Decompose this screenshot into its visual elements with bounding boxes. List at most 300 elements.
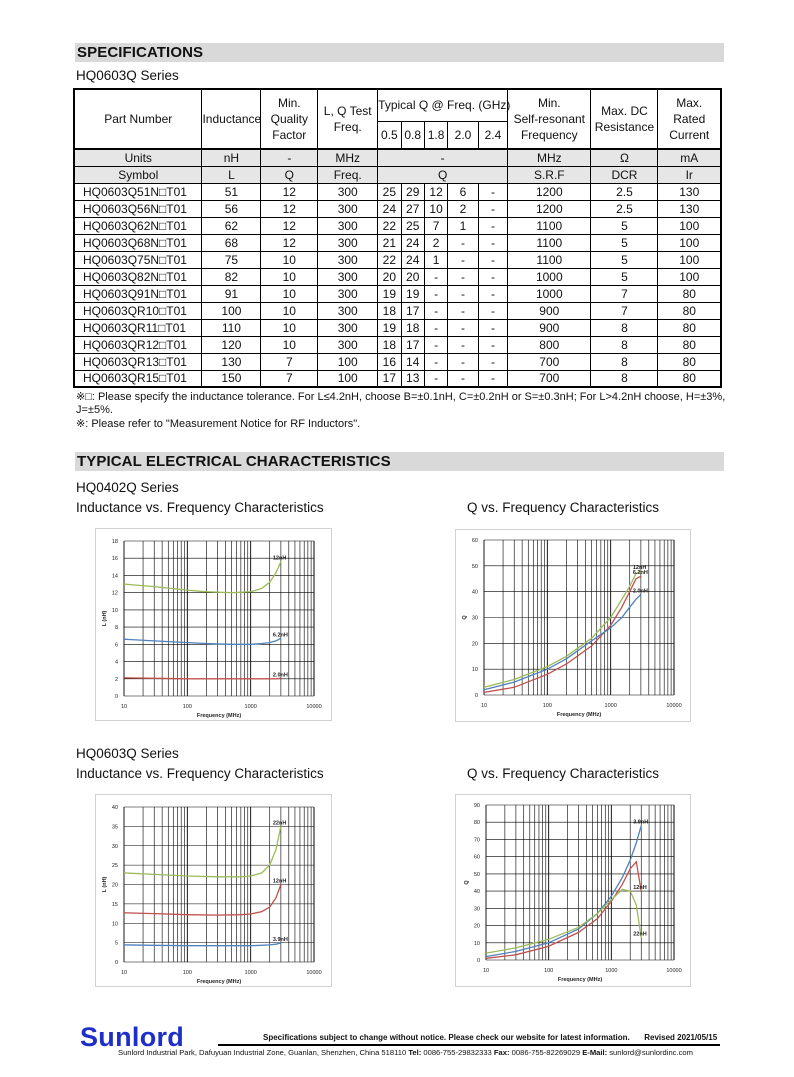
y-tick-label: 35 — [111, 824, 118, 831]
x-tick-label: 10 — [480, 703, 488, 709]
part-number-cell: HQ0603Q62N□T01 — [74, 217, 202, 234]
y-tick-label: 12 — [111, 590, 118, 597]
series-label: 12nH — [632, 565, 647, 571]
typical-header — [75, 452, 724, 471]
table-row — [74, 353, 721, 370]
x-tick-label: 100 — [542, 703, 552, 709]
y-tick-label: 30 — [471, 615, 478, 622]
table-cell: 1200 — [508, 183, 591, 200]
table-cell: 18 — [378, 302, 401, 319]
symbol-cell: Q — [261, 166, 318, 183]
series-line-12nH — [124, 885, 281, 916]
table-cell: - — [478, 217, 507, 234]
x-tick-label: 10000 — [306, 704, 322, 710]
units-cell: Ω — [591, 149, 658, 166]
table-cell: 300 — [318, 251, 378, 268]
y-tick-label: 2 — [114, 676, 118, 683]
table-cell: 100 — [658, 251, 721, 268]
chart-q-0603 — [455, 794, 691, 987]
table-cell: 80 — [658, 302, 721, 319]
y-tick-label: 40 — [111, 805, 118, 811]
table-row — [74, 370, 721, 387]
header-min-quality: Min. Quality Factor — [261, 89, 318, 149]
table-cell: 80 — [658, 353, 721, 370]
table-cell: 300 — [318, 234, 378, 251]
table-row — [74, 234, 721, 251]
header-current: Max. Rated Current — [658, 89, 721, 149]
symbol-cell: Symbol — [74, 166, 202, 183]
part-number-cell: HQ0603Q75N□T01 — [74, 251, 202, 268]
table-row — [74, 217, 721, 234]
series-line-12nH — [124, 562, 281, 593]
footer-notice-text: Specifications subject to change without notice. Please check our website for latest information. — [263, 1033, 630, 1042]
table-cell: 10 — [261, 319, 318, 336]
q-chart-title-0402: Q vs. Frequency Characteristics — [467, 500, 660, 515]
table-cell: 19 — [401, 285, 424, 302]
table-cell: 80 — [658, 336, 721, 353]
table-cell: 8 — [591, 319, 658, 336]
table-cell: 5 — [591, 234, 658, 251]
header-freq: 0.8 — [401, 121, 424, 149]
table-cell: 21 — [378, 234, 401, 251]
x-tick-label: 10000 — [666, 703, 682, 709]
x-axis-label: Frequency (MHz) — [196, 713, 242, 719]
table-cell: 18 — [378, 336, 401, 353]
part-number-cell: HQ0603QR11□T01 — [74, 319, 202, 336]
table-cell: 56 — [202, 200, 261, 217]
y-tick-label: 15 — [111, 901, 118, 908]
table-cell: 12 — [424, 183, 447, 200]
table-cell: - — [478, 285, 507, 302]
table-row — [74, 268, 721, 285]
table-cell: 10 — [261, 336, 318, 353]
x-axis-label: Frequency (MHz) — [556, 712, 602, 718]
table-cell: 10 — [261, 268, 318, 285]
x-tick-label: 1000 — [604, 703, 617, 709]
units-cell: - — [378, 149, 508, 166]
table-cell: 2.5 — [591, 200, 658, 217]
table-cell: 300 — [318, 285, 378, 302]
x-tick-label: 100 — [182, 704, 192, 710]
units-cell: - — [261, 149, 318, 166]
table-cell: 120 — [202, 336, 261, 353]
table-cell: 300 — [318, 302, 378, 319]
symbol-cell: L — [202, 166, 261, 183]
table-cell: - — [424, 370, 447, 387]
table-cell: 100 — [318, 353, 378, 370]
table-cell: 25 — [401, 217, 424, 234]
y-tick-label: 40 — [471, 589, 478, 596]
table-cell: - — [448, 234, 478, 251]
series-line-6.2nH — [124, 638, 281, 644]
y-tick-label: 20 — [111, 882, 118, 889]
symbol-cell: S.R.F — [508, 166, 591, 183]
table-cell: 6 — [448, 183, 478, 200]
part-number-cell: HQ0603QR13□T01 — [74, 353, 202, 370]
chart-ind-0603 — [95, 794, 332, 987]
x-tick-label: 1000 — [244, 970, 257, 976]
spec-series-label: HQ0603Q Series — [76, 68, 179, 83]
header-lq-test: L, Q Test Freq. — [318, 89, 378, 149]
series-line-3.9nH — [124, 943, 281, 946]
table-cell: 17 — [378, 370, 401, 387]
chart-ind-0603-svg — [96, 795, 333, 988]
table-cell: 300 — [318, 200, 378, 217]
specifications-title: SPECIFICATIONS — [77, 44, 204, 61]
table-cell: 10 — [261, 285, 318, 302]
table-cell: 130 — [202, 353, 261, 370]
y-tick-label: 0 — [114, 960, 118, 966]
x-tick-label: 1000 — [244, 704, 257, 710]
y-tick-label: 10 — [471, 667, 478, 674]
header-freq: 2.4 — [478, 121, 507, 149]
y-tick-label: 60 — [471, 538, 478, 544]
footer-notice — [263, 1033, 717, 1042]
table-cell: 2 — [448, 200, 478, 217]
table-cell: 62 — [202, 217, 261, 234]
series-label: 22nH — [272, 820, 287, 827]
table-cell: 68 — [202, 234, 261, 251]
y-tick-label: 6 — [114, 642, 118, 649]
header-inductance: Inductance — [202, 89, 261, 149]
table-cell: 5 — [591, 268, 658, 285]
table-cell: 27 — [401, 200, 424, 217]
part-number-cell: HQ0603Q68N□T01 — [74, 234, 202, 251]
y-tick-label: 50 — [471, 563, 478, 570]
header-freq: 2.0 — [448, 121, 478, 149]
series-label: 12nH — [633, 885, 647, 892]
header-srf: Min. Self-resonant Frequency — [508, 89, 591, 149]
table-cell: 10 — [261, 251, 318, 268]
table-cell: 100 — [318, 370, 378, 387]
y-tick-label: 90 — [473, 803, 480, 809]
table-cell: - — [478, 268, 507, 285]
symbol-cell: Freq. — [318, 166, 378, 183]
table-row — [74, 285, 721, 302]
table-cell: 300 — [318, 336, 378, 353]
y-tick-label: 10 — [111, 921, 118, 928]
y-tick-label: 60 — [473, 854, 480, 861]
table-cell: 22 — [378, 251, 401, 268]
spec-table — [73, 88, 722, 388]
footer-contact — [118, 1048, 693, 1057]
y-tick-label: 20 — [471, 641, 478, 648]
table-cell: 1000 — [508, 285, 591, 302]
series-label: 12nH — [272, 878, 287, 885]
table-cell: 22 — [378, 217, 401, 234]
table-cell: - — [448, 370, 478, 387]
y-tick-label: 70 — [473, 837, 480, 844]
table-cell: 7 — [591, 302, 658, 319]
table-row — [74, 251, 721, 268]
table-cell: 19 — [378, 319, 401, 336]
units-cell: Units — [74, 149, 202, 166]
footer-fax-label: Fax: — [493, 1048, 510, 1057]
table-cell: - — [424, 302, 447, 319]
y-tick-label: 0 — [474, 693, 478, 699]
units-cell: mA — [658, 149, 721, 166]
y-tick-label: 16 — [111, 556, 118, 563]
table-cell: 82 — [202, 268, 261, 285]
table-cell: - — [424, 353, 447, 370]
symbol-cell: DCR — [591, 166, 658, 183]
y-tick-label: 14 — [111, 573, 118, 580]
series-line-6.2nH — [484, 576, 641, 692]
y-axis-label: Q — [464, 880, 470, 885]
ind-chart-title-0402: Inductance vs. Frequency Characteristics — [76, 500, 324, 515]
series-line-12nH — [486, 862, 641, 959]
table-cell: 5 — [591, 217, 658, 234]
x-axis-label: Frequency (MHz) — [557, 977, 603, 983]
series-0603-label: HQ0603Q Series — [76, 746, 179, 761]
part-number-cell: HQ0603Q82N□T01 — [74, 268, 202, 285]
table-cell: 130 — [658, 183, 721, 200]
table-row — [74, 319, 721, 336]
table-cell: 1100 — [508, 234, 591, 251]
table-cell: 12 — [261, 217, 318, 234]
y-tick-label: 10 — [111, 607, 118, 614]
series-line-2.0nH — [484, 594, 641, 690]
table-cell: 2 — [424, 234, 447, 251]
table-cell: 16 — [378, 353, 401, 370]
table-cell: 7 — [591, 285, 658, 302]
series-line-2.0nH — [124, 678, 281, 679]
table-cell: - — [424, 268, 447, 285]
table-cell: - — [478, 302, 507, 319]
part-number-cell: HQ0603QR15□T01 — [74, 370, 202, 387]
table-cell: 1 — [424, 251, 447, 268]
spec-table-body — [74, 183, 721, 387]
x-tick-label: 10000 — [666, 968, 682, 974]
table-cell: - — [424, 319, 447, 336]
y-tick-label: 10 — [473, 940, 480, 947]
table-cell: 20 — [378, 268, 401, 285]
table-cell: - — [478, 234, 507, 251]
table-cell: 17 — [401, 302, 424, 319]
table-cell: 2.5 — [591, 183, 658, 200]
series-label: 2.0nH — [272, 672, 288, 679]
table-cell: 300 — [318, 319, 378, 336]
chart-ind-0402 — [95, 528, 332, 721]
series-label: 2.0nH — [632, 588, 648, 595]
table-cell: 7 — [261, 370, 318, 387]
table-cell: 100 — [658, 217, 721, 234]
y-tick-label: 0 — [476, 958, 480, 964]
table-cell: 12 — [261, 234, 318, 251]
table-cell: 80 — [658, 285, 721, 302]
specifications-header — [75, 43, 724, 62]
table-cell: 24 — [401, 234, 424, 251]
header-freq: 1.8 — [424, 121, 447, 149]
part-number-cell: HQ0603Q51N□T01 — [74, 183, 202, 200]
footer-divider — [218, 1044, 720, 1046]
part-number-cell: HQ0603Q56N□T01 — [74, 200, 202, 217]
table-cell: 29 — [401, 183, 424, 200]
table-cell: 19 — [378, 285, 401, 302]
table-cell: - — [478, 319, 507, 336]
table-cell: 800 — [508, 336, 591, 353]
table-cell: 300 — [318, 268, 378, 285]
table-cell: - — [478, 336, 507, 353]
table-cell: - — [448, 353, 478, 370]
table-cell: 8 — [591, 370, 658, 387]
footer-tel: 0086-755-29832333 — [423, 1048, 492, 1057]
table-cell: 1000 — [508, 268, 591, 285]
table-cell: 80 — [658, 370, 721, 387]
table-cell: 10 — [261, 302, 318, 319]
chart-q-0402-svg — [456, 530, 692, 723]
table-row — [74, 336, 721, 353]
series-label: 6.2nH — [272, 632, 288, 639]
table-cell: 10 — [424, 200, 447, 217]
part-number-cell: HQ0603Q91N□T01 — [74, 285, 202, 302]
table-cell: 91 — [202, 285, 261, 302]
q-chart-title-0603: Q vs. Frequency Characteristics — [467, 766, 660, 781]
table-cell: 75 — [202, 251, 261, 268]
y-tick-label: 4 — [114, 659, 118, 666]
table-cell: 900 — [508, 319, 591, 336]
table-cell: 13 — [401, 370, 424, 387]
table-cell: 700 — [508, 370, 591, 387]
units-cell: nH — [202, 149, 261, 166]
series-label: 22nH — [633, 931, 647, 938]
y-tick-label: 80 — [473, 820, 480, 827]
footer-revised: Revised 2021/05/15 — [644, 1033, 718, 1042]
series-line-22nH — [486, 889, 641, 953]
table-cell: 900 — [508, 302, 591, 319]
table-cell: 130 — [658, 200, 721, 217]
x-tick-label: 10 — [120, 704, 128, 710]
table-cell: 18 — [401, 319, 424, 336]
table-cell: 100 — [658, 268, 721, 285]
table-cell: 51 — [202, 183, 261, 200]
table-cell: - — [478, 353, 507, 370]
tolerance-note: ※□: Please specify the inductance tolerance. For L≤4.2nH, choose B=±0.1nH, C=±0.2nH or S=±0.3nH; For L>4.2nH choose, H=±3%, J=±5%. — [76, 391, 726, 416]
typical-title: TYPICAL ELECTRICAL CHARACTERISTICS — [77, 453, 391, 470]
units-cell: MHz — [318, 149, 378, 166]
y-axis-label: Q — [462, 615, 468, 620]
y-tick-label: 40 — [473, 889, 480, 896]
y-tick-label: 0 — [114, 694, 118, 700]
table-cell: 5 — [591, 251, 658, 268]
table-cell: - — [478, 200, 507, 217]
table-cell: 20 — [401, 268, 424, 285]
series-0402-label: HQ0402Q Series — [76, 480, 179, 495]
footer-address: Sunlord Industrial Park, Dafuyuan Industrial Zone, Guanlan, Shenzhen, China 518110 — [118, 1048, 407, 1057]
table-cell: 17 — [401, 336, 424, 353]
symbol-cell: Ir — [658, 166, 721, 183]
footer-fax: 0086-755-82269029 — [511, 1048, 581, 1057]
units-cell: MHz — [508, 149, 591, 166]
table-cell: 300 — [318, 183, 378, 200]
y-tick-label: 25 — [111, 863, 118, 870]
table-cell: 7 — [261, 353, 318, 370]
header-freq: 0.5 — [378, 121, 401, 149]
table-cell: - — [448, 251, 478, 268]
x-axis-label: Frequency (MHz) — [196, 979, 242, 985]
table-cell: - — [424, 285, 447, 302]
series-line-22nH — [124, 826, 281, 876]
table-cell: 8 — [591, 353, 658, 370]
series-label: 3.9nH — [272, 937, 288, 944]
table-cell: 1100 — [508, 217, 591, 234]
table-cell: 12 — [261, 200, 318, 217]
table-cell: - — [448, 285, 478, 302]
y-tick-label: 5 — [114, 940, 118, 947]
x-tick-label: 10000 — [306, 970, 322, 976]
table-cell: 100 — [658, 234, 721, 251]
table-cell: - — [448, 319, 478, 336]
table-cell: 7 — [424, 217, 447, 234]
y-tick-label: 30 — [111, 843, 118, 850]
header-part-number: Part Number — [74, 89, 202, 149]
table-cell: - — [424, 336, 447, 353]
x-tick-label: 100 — [544, 968, 554, 974]
part-number-cell: HQ0603QR10□T01 — [74, 302, 202, 319]
chart-ind-0402-svg — [96, 529, 333, 722]
table-row — [74, 200, 721, 217]
table-cell: 1100 — [508, 251, 591, 268]
table-cell: - — [448, 302, 478, 319]
series-line-12nH — [484, 571, 641, 687]
table-cell: 8 — [591, 336, 658, 353]
table-cell: - — [478, 251, 507, 268]
chart-q-0603-svg — [456, 795, 692, 988]
table-row — [74, 183, 721, 200]
x-tick-label: 10 — [120, 970, 128, 976]
header-dcr: Max. DC Resistance — [591, 89, 658, 149]
series-label: 12nH — [272, 555, 287, 562]
table-cell: 24 — [401, 251, 424, 268]
y-tick-label: 30 — [473, 906, 480, 913]
table-cell: 110 — [202, 319, 261, 336]
series-label: 3.9nH — [633, 819, 649, 826]
ind-chart-title-0603: Inductance vs. Frequency Characteristics — [76, 766, 324, 781]
y-tick-label: 50 — [473, 871, 480, 878]
table-cell: 150 — [202, 370, 261, 387]
sunlord-logo: Sunlord — [80, 1022, 185, 1052]
table-cell: 100 — [202, 302, 261, 319]
x-tick-label: 100 — [182, 970, 192, 976]
part-number-cell: HQ0603QR12□T01 — [74, 336, 202, 353]
y-tick-label: 20 — [473, 923, 480, 930]
table-row — [74, 302, 721, 319]
table-cell: 24 — [378, 200, 401, 217]
table-cell: 300 — [318, 217, 378, 234]
y-axis-label: L (nH) — [102, 610, 108, 627]
x-tick-label: 10 — [482, 968, 490, 974]
table-cell: - — [478, 370, 507, 387]
table-cell: 14 — [401, 353, 424, 370]
table-cell: 1200 — [508, 200, 591, 217]
table-cell: 25 — [378, 183, 401, 200]
table-cell: 700 — [508, 353, 591, 370]
footer-email: sunlord@sunlordinc.com — [609, 1048, 693, 1057]
table-cell: - — [448, 268, 478, 285]
table-cell: 80 — [658, 319, 721, 336]
table-cell: 1 — [448, 217, 478, 234]
chart-q-0402 — [455, 529, 691, 722]
table-cell: - — [448, 336, 478, 353]
footer-tel-label: Tel: — [408, 1048, 422, 1057]
y-tick-label: 18 — [111, 539, 118, 545]
header-typical-q: Typical Q @ Freq. (GHz) — [378, 89, 508, 121]
series-label: 6.2nH — [632, 570, 648, 577]
y-axis-label: L (nH) — [102, 876, 108, 893]
symbol-cell: Q — [378, 166, 508, 183]
x-tick-label: 1000 — [605, 968, 618, 974]
y-tick-label: 8 — [114, 625, 118, 632]
